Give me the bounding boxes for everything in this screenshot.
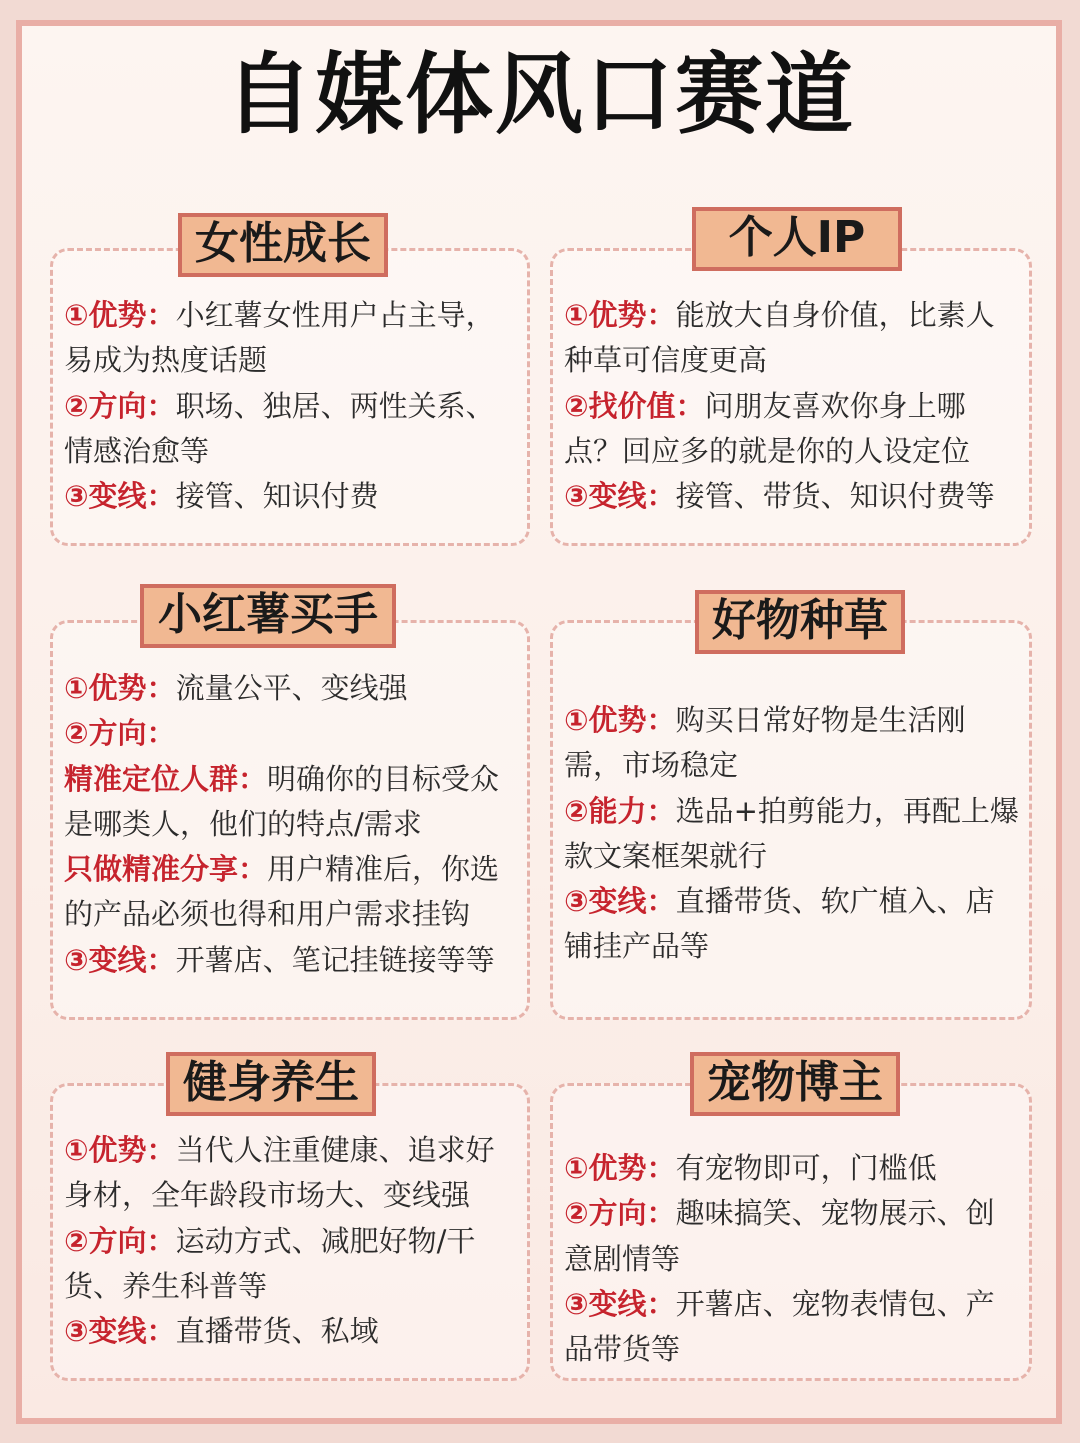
item-text: 开薯店、宠物表情包、产品带货等: [564, 1286, 995, 1367]
item-key: ②方向：: [64, 388, 176, 423]
list-item: [564, 1191, 1020, 1282]
page-title: 自媒体风口赛道: [224, 43, 855, 146]
item-text: 小红薯女性用户占主导，易成为热度话题: [64, 298, 495, 378]
item-text: 选品+拍剪能力，再配上爆款文案框架就行: [564, 793, 1019, 873]
card-body: [64, 666, 518, 983]
card-body: [564, 1146, 1020, 1372]
item-text: 接管、知识付费: [175, 479, 379, 514]
item-text: 直播带货、私域: [175, 1314, 379, 1349]
item-text: 开薯店、笔记挂链接等等: [175, 942, 495, 977]
item-text: 用户精准后，你选的产品必须也得和用户需求挂钩: [64, 852, 500, 932]
item-key: ①优势：: [564, 1151, 676, 1185]
list-item: [64, 1309, 520, 1354]
list-item: [564, 384, 1020, 475]
item-key: ②方向：: [64, 1223, 176, 1258]
list-item: [64, 1128, 520, 1219]
list-item: [64, 666, 518, 711]
item-text: 职场、独居、两性关系、情感治愈等: [64, 388, 495, 468]
item-text: 直播带货、软广植入、店铺挂产品等: [564, 884, 995, 964]
item-key: ②方向：: [564, 1196, 676, 1231]
item-text: 趣味搞笑、宠物展示、创意剧情等: [564, 1196, 995, 1276]
item-text: 流量公平、变线强: [175, 671, 408, 705]
list-item: [564, 789, 1020, 880]
item-key: 精准定位人群：: [64, 761, 268, 796]
item-key: ①优势：: [564, 298, 676, 332]
card-heading: 女性成长: [178, 213, 388, 277]
item-key: ②能力：: [564, 793, 676, 828]
item-key: 只做精准分享：: [64, 852, 268, 887]
card-heading: 健身养生: [166, 1052, 376, 1116]
list-item: [564, 1146, 1020, 1191]
item-key: ③变线：: [564, 479, 676, 514]
list-item: [64, 1219, 520, 1310]
item-text: 接管、带货、知识付费等: [675, 479, 995, 514]
card-heading: 好物种草: [695, 590, 905, 654]
item-key: ②方向：: [64, 716, 176, 751]
item-text: 问朋友喜欢你身上哪点？回应多的就是你的人设定位: [564, 388, 971, 468]
item-text: 购买日常好物是生活刚需，市场稳定: [564, 703, 966, 783]
list-item: [64, 938, 518, 983]
card-body: [564, 293, 1020, 519]
list-item: [564, 1282, 1020, 1373]
list-item: [564, 698, 1020, 789]
item-key: ①优势：: [564, 703, 676, 737]
item-key: ②找价值：: [564, 388, 705, 423]
item-key: ①优势：: [64, 1133, 176, 1167]
item-text: 能放大自身价值，比素人种草可信度更高: [564, 298, 995, 378]
item-key: ③变线：: [564, 1286, 676, 1321]
list-item: [564, 474, 1020, 519]
item-key: ①优势：: [64, 298, 176, 332]
list-item: [64, 384, 516, 475]
list-item: [64, 757, 518, 848]
item-key: ③变线：: [564, 884, 676, 919]
item-text: 运动方式、减肥好物/干货、养生科普等: [64, 1223, 476, 1303]
card-heading: 个人IP: [692, 207, 902, 271]
card-body: [64, 293, 516, 519]
list-item: [564, 293, 1020, 384]
item-text: 有宠物即可，门槛低: [675, 1151, 937, 1185]
item-key: ③变线：: [64, 942, 176, 977]
list-item: [64, 711, 518, 756]
card-heading: 小红薯买手: [140, 584, 396, 648]
item-key: ③变线：: [64, 479, 176, 514]
list-item: [64, 293, 516, 384]
item-text: 明确你的目标受众是哪类人，他们的特点/需求: [64, 761, 500, 841]
list-item: [564, 879, 1020, 970]
item-text: 当代人注重健康、追求好身材，全年龄段市场大、变线强: [64, 1133, 495, 1213]
list-item: [64, 847, 518, 938]
item-key: ③变线：: [64, 1314, 176, 1349]
card-body: [64, 1128, 520, 1354]
item-key: ①优势：: [64, 671, 176, 705]
card-heading: 宠物博主: [690, 1052, 900, 1116]
list-item: [64, 474, 516, 519]
card-body: [564, 698, 1020, 970]
